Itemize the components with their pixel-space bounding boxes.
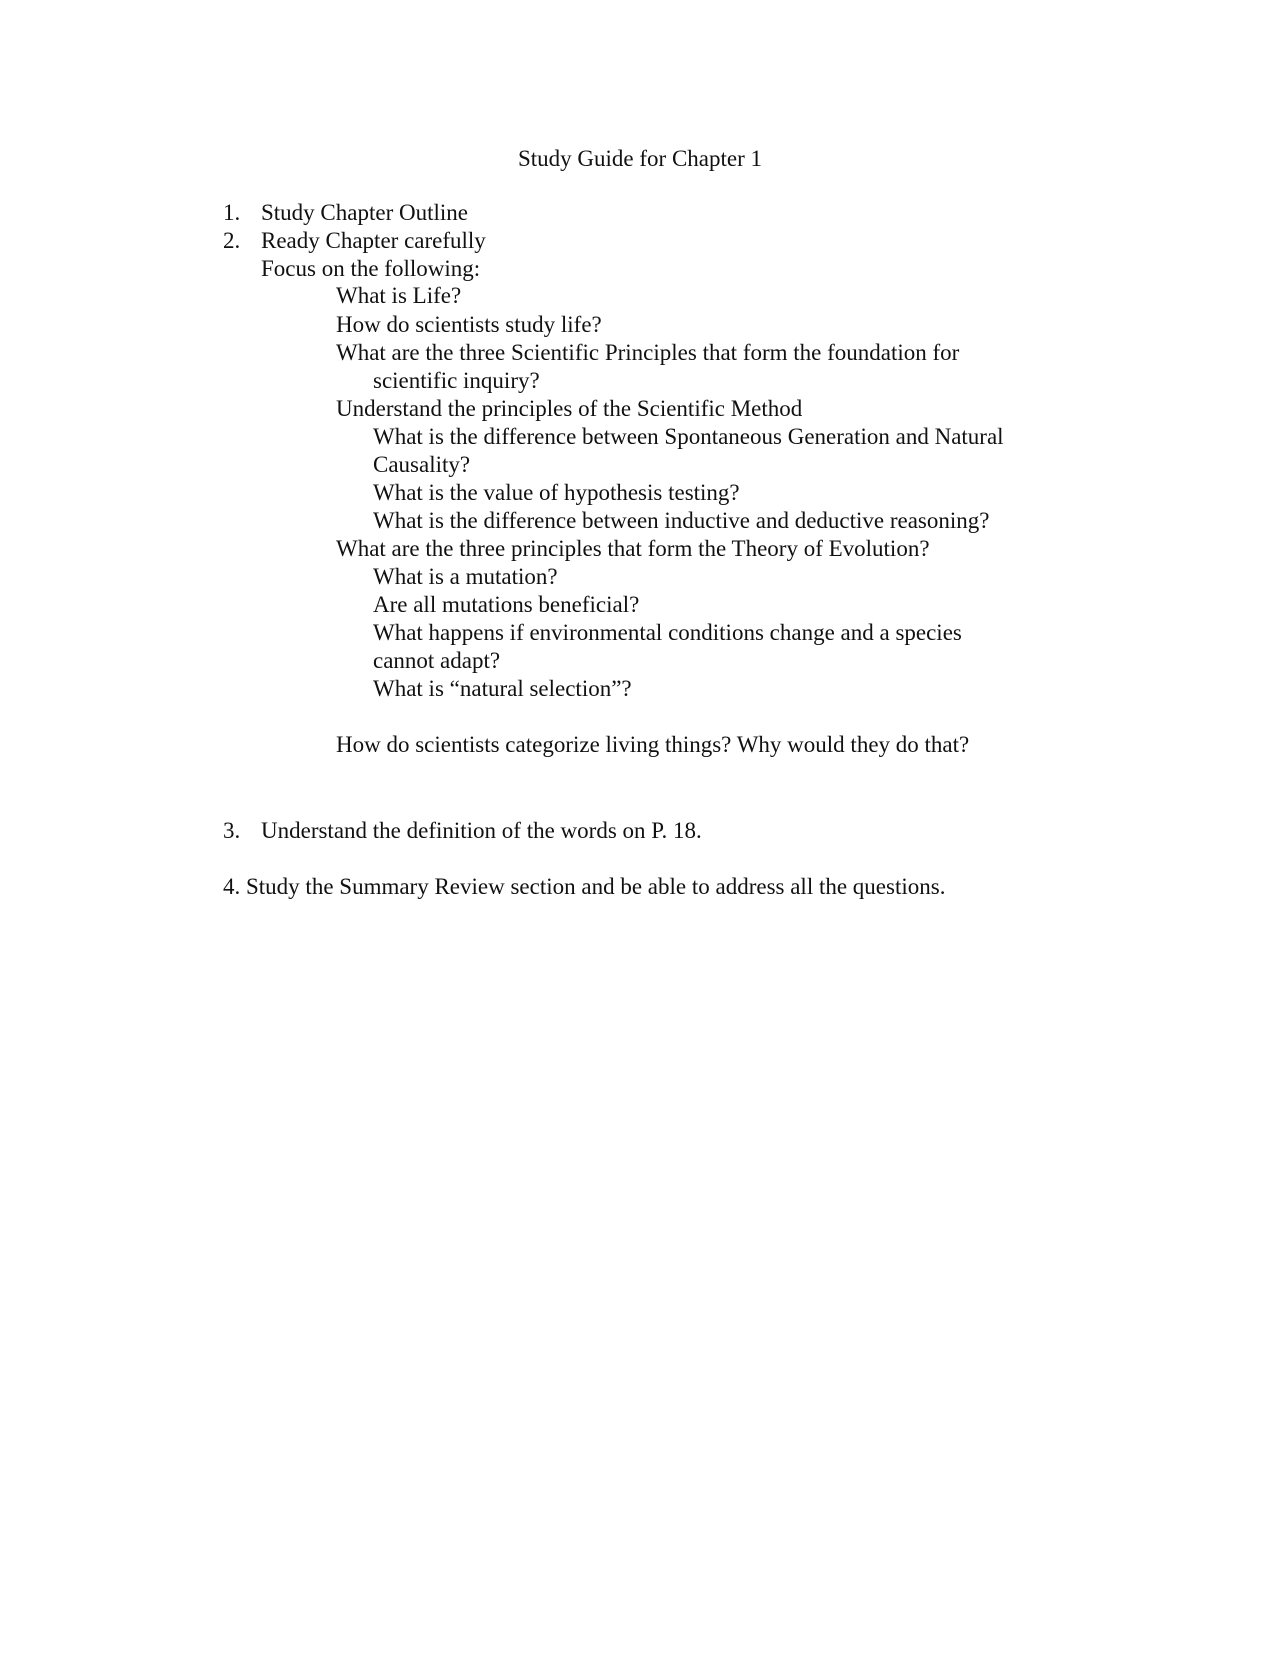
focus-question-principles: What are the three Scientific Principles that form the foundation for [336,340,960,365]
list-item-definitions: Understand the definition of the words on P. 18. [261,818,702,843]
focus-question-study: How do scientists study life? [336,312,602,337]
focus-question-principles-cont: scientific inquiry? [373,368,540,393]
list-item-read-chapter: Ready Chapter carefully [261,228,486,253]
focus-question-selection: What is “natural selection”? [373,676,632,701]
focus-evolution: What are the three principles that form the Theory of Evolution? [336,536,930,561]
page-title: Study Guide for Chapter 1 [517,146,762,171]
focus-question-reasoning: What is the difference between inductive and deductive reasoning? [373,508,990,533]
focus-question-beneficial: Are all mutations beneficial? [373,592,640,617]
list-number-1: 1. [223,200,241,225]
focus-question-spontaneous: What is the difference between Spontaneous Generation and Natural [373,424,1004,449]
focus-question-mutation: What is a mutation? [373,564,558,589]
list-item-study-outline: Study Chapter Outline [261,200,468,225]
focus-question-spontaneous-cont: Causality? [373,452,471,477]
focus-question-life: What is Life? [336,283,462,308]
focus-question-hypothesis: What is the value of hypothesis testing? [373,480,740,505]
list-number-3: 3. [223,818,241,843]
focus-intro: Focus on the following: [261,256,481,281]
focus-question-categorize: How do scientists categorize living things? Why would they do that? [336,732,970,757]
focus-question-environment: What happens if environmental conditions change and a species [373,620,962,645]
list-item-summary-review: 4. Study the Summary Review section and be able to address all the questions. [223,874,946,899]
focus-scientific-method: Understand the principles of the Scientific Method [336,396,803,421]
focus-question-environment-cont: cannot adapt? [373,648,501,673]
list-number-2: 2. [223,228,241,253]
